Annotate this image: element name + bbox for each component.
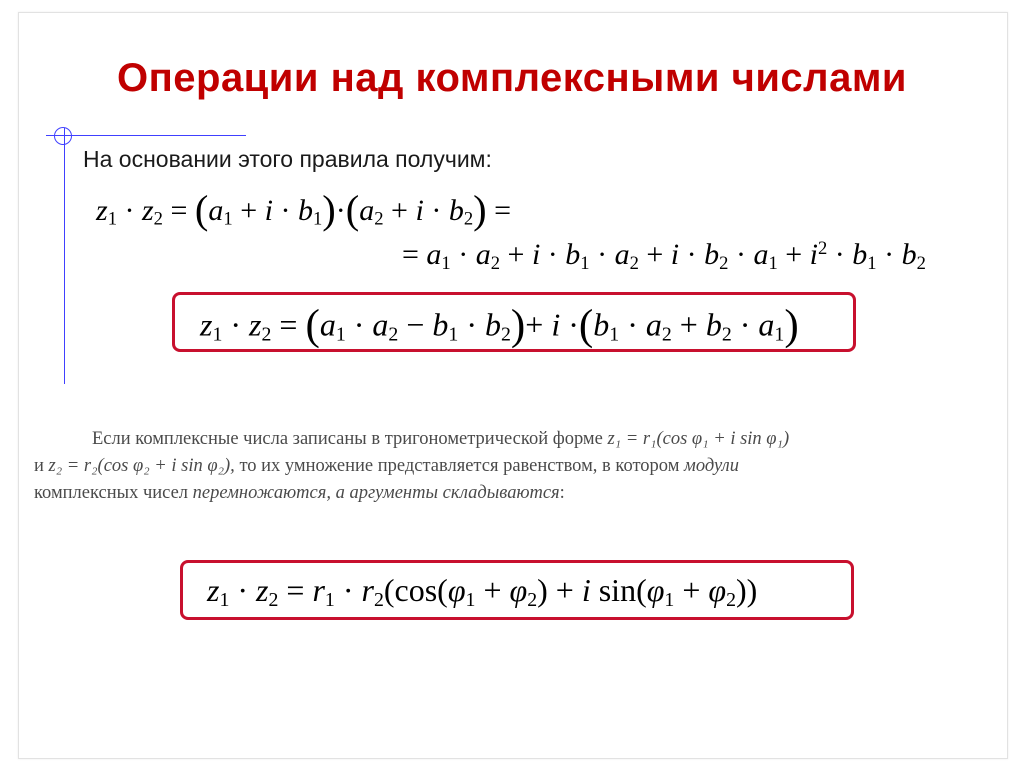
- guide-circle-mark: [54, 127, 72, 145]
- z2-trig-formula: z₂ = r₂(cos φ₂ + i sin φ₂),: [48, 456, 235, 476]
- para-colon: :: [559, 483, 565, 503]
- para-text-1: Если комплексные числа записаны в тригонометрической форме: [92, 429, 608, 449]
- para-modules: модули: [684, 456, 739, 476]
- para-and: и: [34, 456, 49, 476]
- vertical-guide-line: [64, 128, 65, 384]
- formula-product-trigonometric: $z_1 \cdot z_2 = r_1 \cdot r_2(\cos(\varphi_1 + \varphi_2) + i$ $\sin(\varphi_1 + \varphi_2)$): [207, 572, 758, 611]
- formula-product-terms: = $a_1 \cdot a_2 + i \cdot b_1 \cdot a_2 + i \cdot b_2 \cdot a_1 + i^2 \cdot b_1 \cdot b_2$: [402, 238, 926, 274]
- para-multiplied: перемножаются, а аргументы складываются: [192, 483, 560, 503]
- intro-text: На основании этого правила получим:: [83, 146, 492, 172]
- trig-form-paragraph: [34, 426, 1004, 507]
- slide-title: Операции над комплексными числами: [116, 56, 907, 100]
- z1-trig-formula: z₁ = r₁(cos φ₁ + i sin φ₁): [607, 429, 790, 449]
- horizontal-guide-line: [46, 135, 246, 136]
- para-text-3: комплексных чисел: [34, 483, 193, 503]
- para-text-2: то их умножение представляется равенством, в котором: [234, 456, 685, 476]
- slide-frame: [18, 12, 1008, 759]
- formula-product-algebraic: $z_1 \cdot z_2 = (a_1 \cdot a_2 - b_1 \cdot b_2)+ i \cdot(b_1 \cdot a_2 + b_2 \cdot a_1)$: [200, 302, 799, 349]
- formula-product-expansion: $z_1 \cdot z_2 = (a_1 + i \cdot b_1)\cdot(a_2 + i \cdot b_2)$ =: [96, 187, 512, 232]
